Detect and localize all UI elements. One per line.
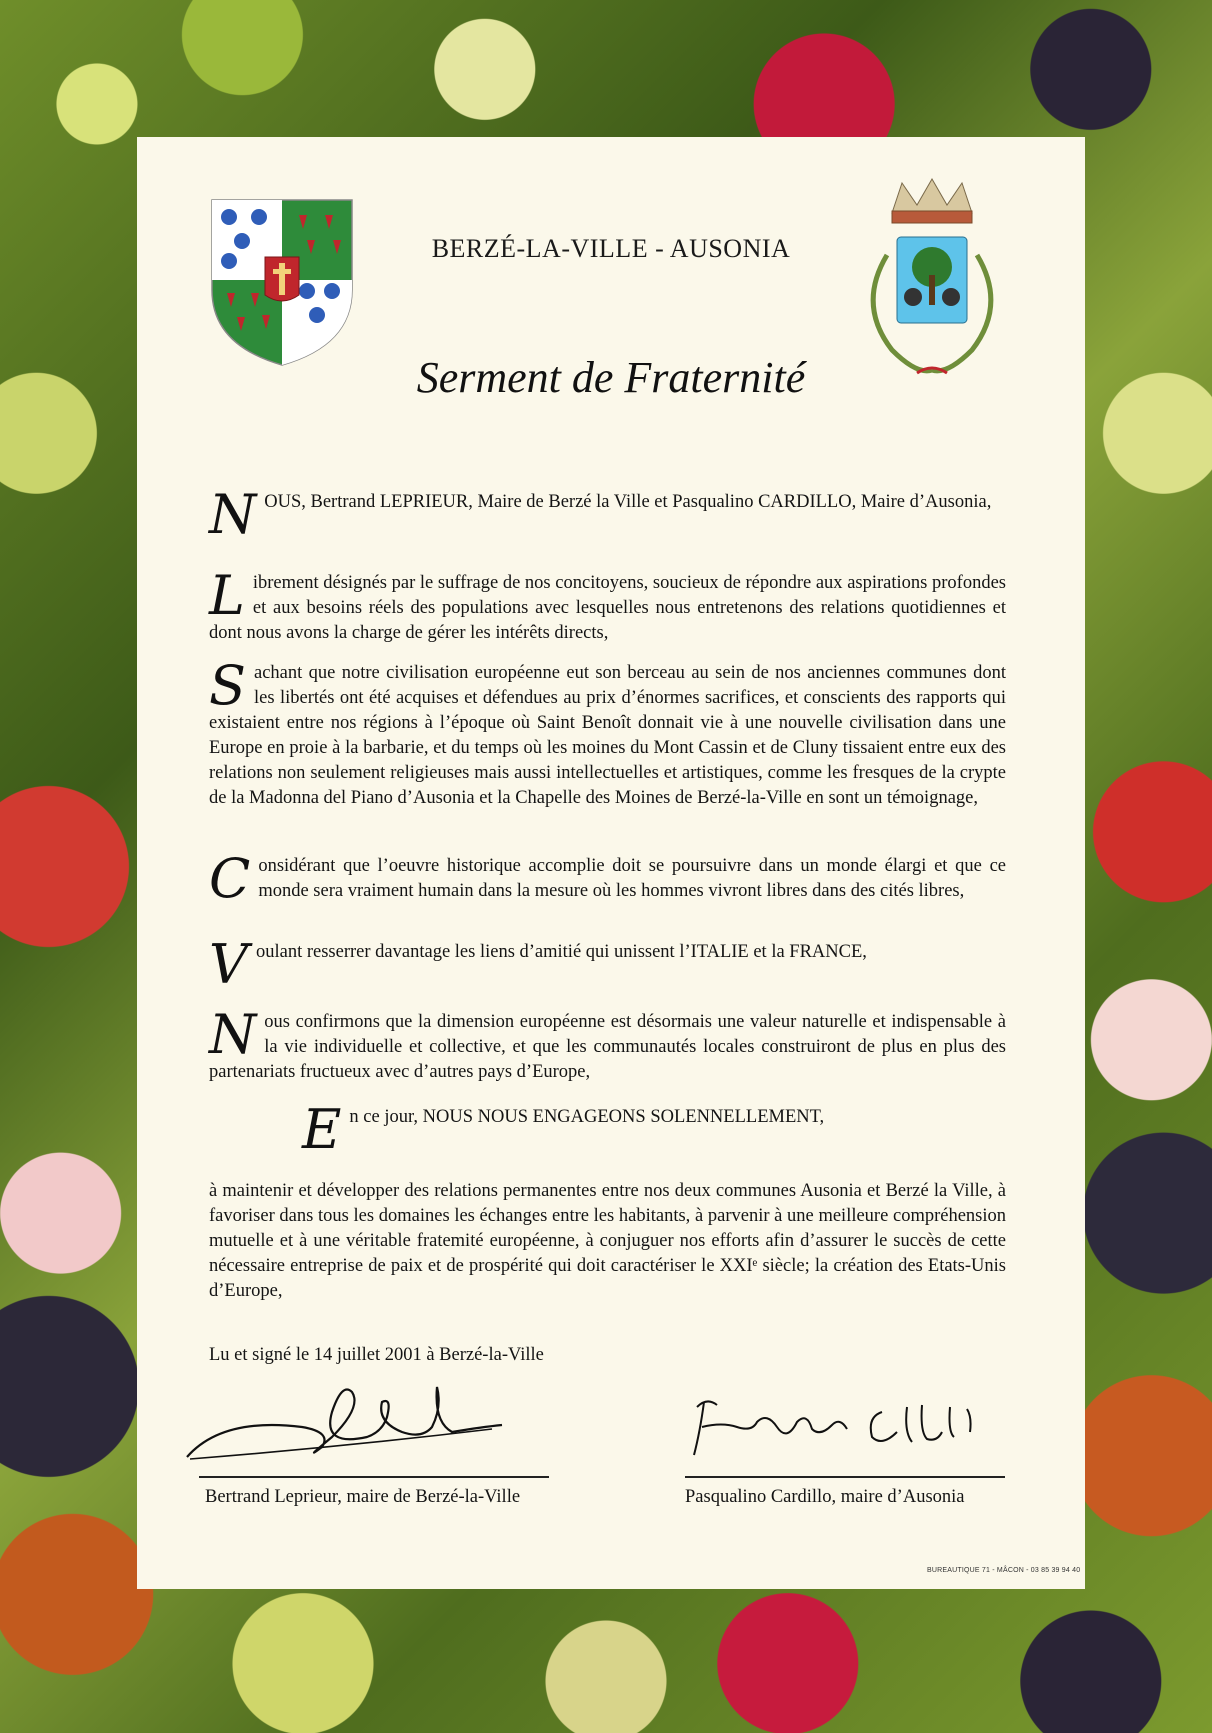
- berze-coat-of-arms-icon: [207, 195, 357, 367]
- paragraph-en-ce-jour: [302, 1098, 1002, 1161]
- commitment-paragraph: à maintenir et développer des relations permanentes entre nos deux communes Ausonia et Berzé la Ville, à favoriser dans tous les domaines les échanges entre les habitants, à parvenir à une meilleure compréhension mutuelle et à une véritable fratemité européenne, à conjuguer nos efforts afin d’assurer le succès de cette nécessaire entreprise de paix et de prospérité qui doit caractériser le XXIᵉ siècle; la création des Etats-Unis d’Europe,: [209, 1181, 1006, 1301]
- page-title: Serment de Fraternité: [416, 353, 806, 402]
- paragraph-text: ous confirmons que la dimension européenne est désormais une valeur naturelle et indispensable à la vie individuelle et collective, et que les communautés locales construiront de plus en plus des partenariats fructueux avec d’autres pays d’Europe,: [209, 1012, 1006, 1082]
- paragraph-text: n ce jour, NOUS NOUS ENGAGEONS SOLENNELLEMENT,: [349, 1107, 825, 1127]
- paragraph-text: onsidérant que l’oeuvre historique accomplie doit se poursuivre dans un monde élargi et que ce monde sera vraiment humain dans la mesure où les hommes vivront libres dans des cités libres,: [258, 856, 1006, 901]
- signing-date-line: Lu et signé le 14 juillet 2001 à Berzé-la-Ville: [209, 1345, 544, 1365]
- paragraph-librement: [209, 564, 1006, 646]
- drop-cap: S: [209, 654, 246, 717]
- drop-cap: N: [209, 1003, 257, 1066]
- paragraph-text: achant que notre civilisation européenne eut son berceau au sein de nos anciennes communes dont les libertés ont été acquises et défendues au prix d’énormes sacrifices, et conscients des rapports qui existaient entre nos régions à l’époque où Saint Benoît donnait vie à une nouvelle civilisation dans une Europe en proie à la barbarie, et du temps où les moines du Mont Cassin et de Cluny tissaient entre eux des relations non seulement religieuses mais aussi intellectuelles et artistiques, comme les fresques de la crypte de la Madonna del Piano d’Ausonia et la Chapelle des Moines de Berzé-la-Ville en sont un témoignage,: [209, 663, 1006, 808]
- signature-line-left: [199, 1476, 549, 1478]
- signature-cardillo-icon: [682, 1387, 1002, 1462]
- paragraph-nous-confirmons: [209, 1003, 1006, 1085]
- signer-left-name: Bertrand Leprieur, maire de Berzé-la-Ville: [205, 1487, 521, 1507]
- drop-cap: C: [209, 847, 251, 910]
- signature-line-right: [685, 1476, 1005, 1478]
- paragraph-sachant: [209, 654, 1006, 811]
- paragraph-nous: [209, 483, 1006, 546]
- paragraph-text: OUS, Bertrand LEPRIEUR, Maire de Berzé la Ville et Pasqualino CARDILLO, Maire d’Ausonia,: [264, 492, 992, 512]
- paragraph-text: oulant resserrer davantage les liens d’amitié qui unissent l’ITALIE et la FRANCE,: [256, 942, 867, 962]
- printer-mark: BUREAUTIQUE 71 - MÂCON - 03 85 39 94 40: [927, 1567, 1081, 1574]
- drop-cap: L: [209, 564, 245, 627]
- drop-cap: N: [209, 483, 257, 546]
- paragraph-text: ibrement désignés par le suffrage de nos concitoyens, soucieux de répondre aux aspirations profondes et aux besoins réels des populations avec lesquelles nous entretenons des relations quotidiennes et dont nous avons la charge de gérer les intérêts directs,: [209, 573, 1006, 643]
- drop-cap: V: [209, 933, 248, 996]
- paragraph-considerant: [209, 847, 1006, 910]
- document-panel: [137, 137, 1085, 1589]
- paragraph-voulant: [209, 933, 1006, 996]
- drop-cap: E: [302, 1098, 342, 1161]
- signer-right-name: Pasqualino Cardillo, maire d’Ausonia: [685, 1487, 965, 1507]
- signature-leprieur-icon: [182, 1377, 522, 1467]
- town-names: BERZÉ-LA-VILLE - AUSONIA: [431, 234, 791, 263]
